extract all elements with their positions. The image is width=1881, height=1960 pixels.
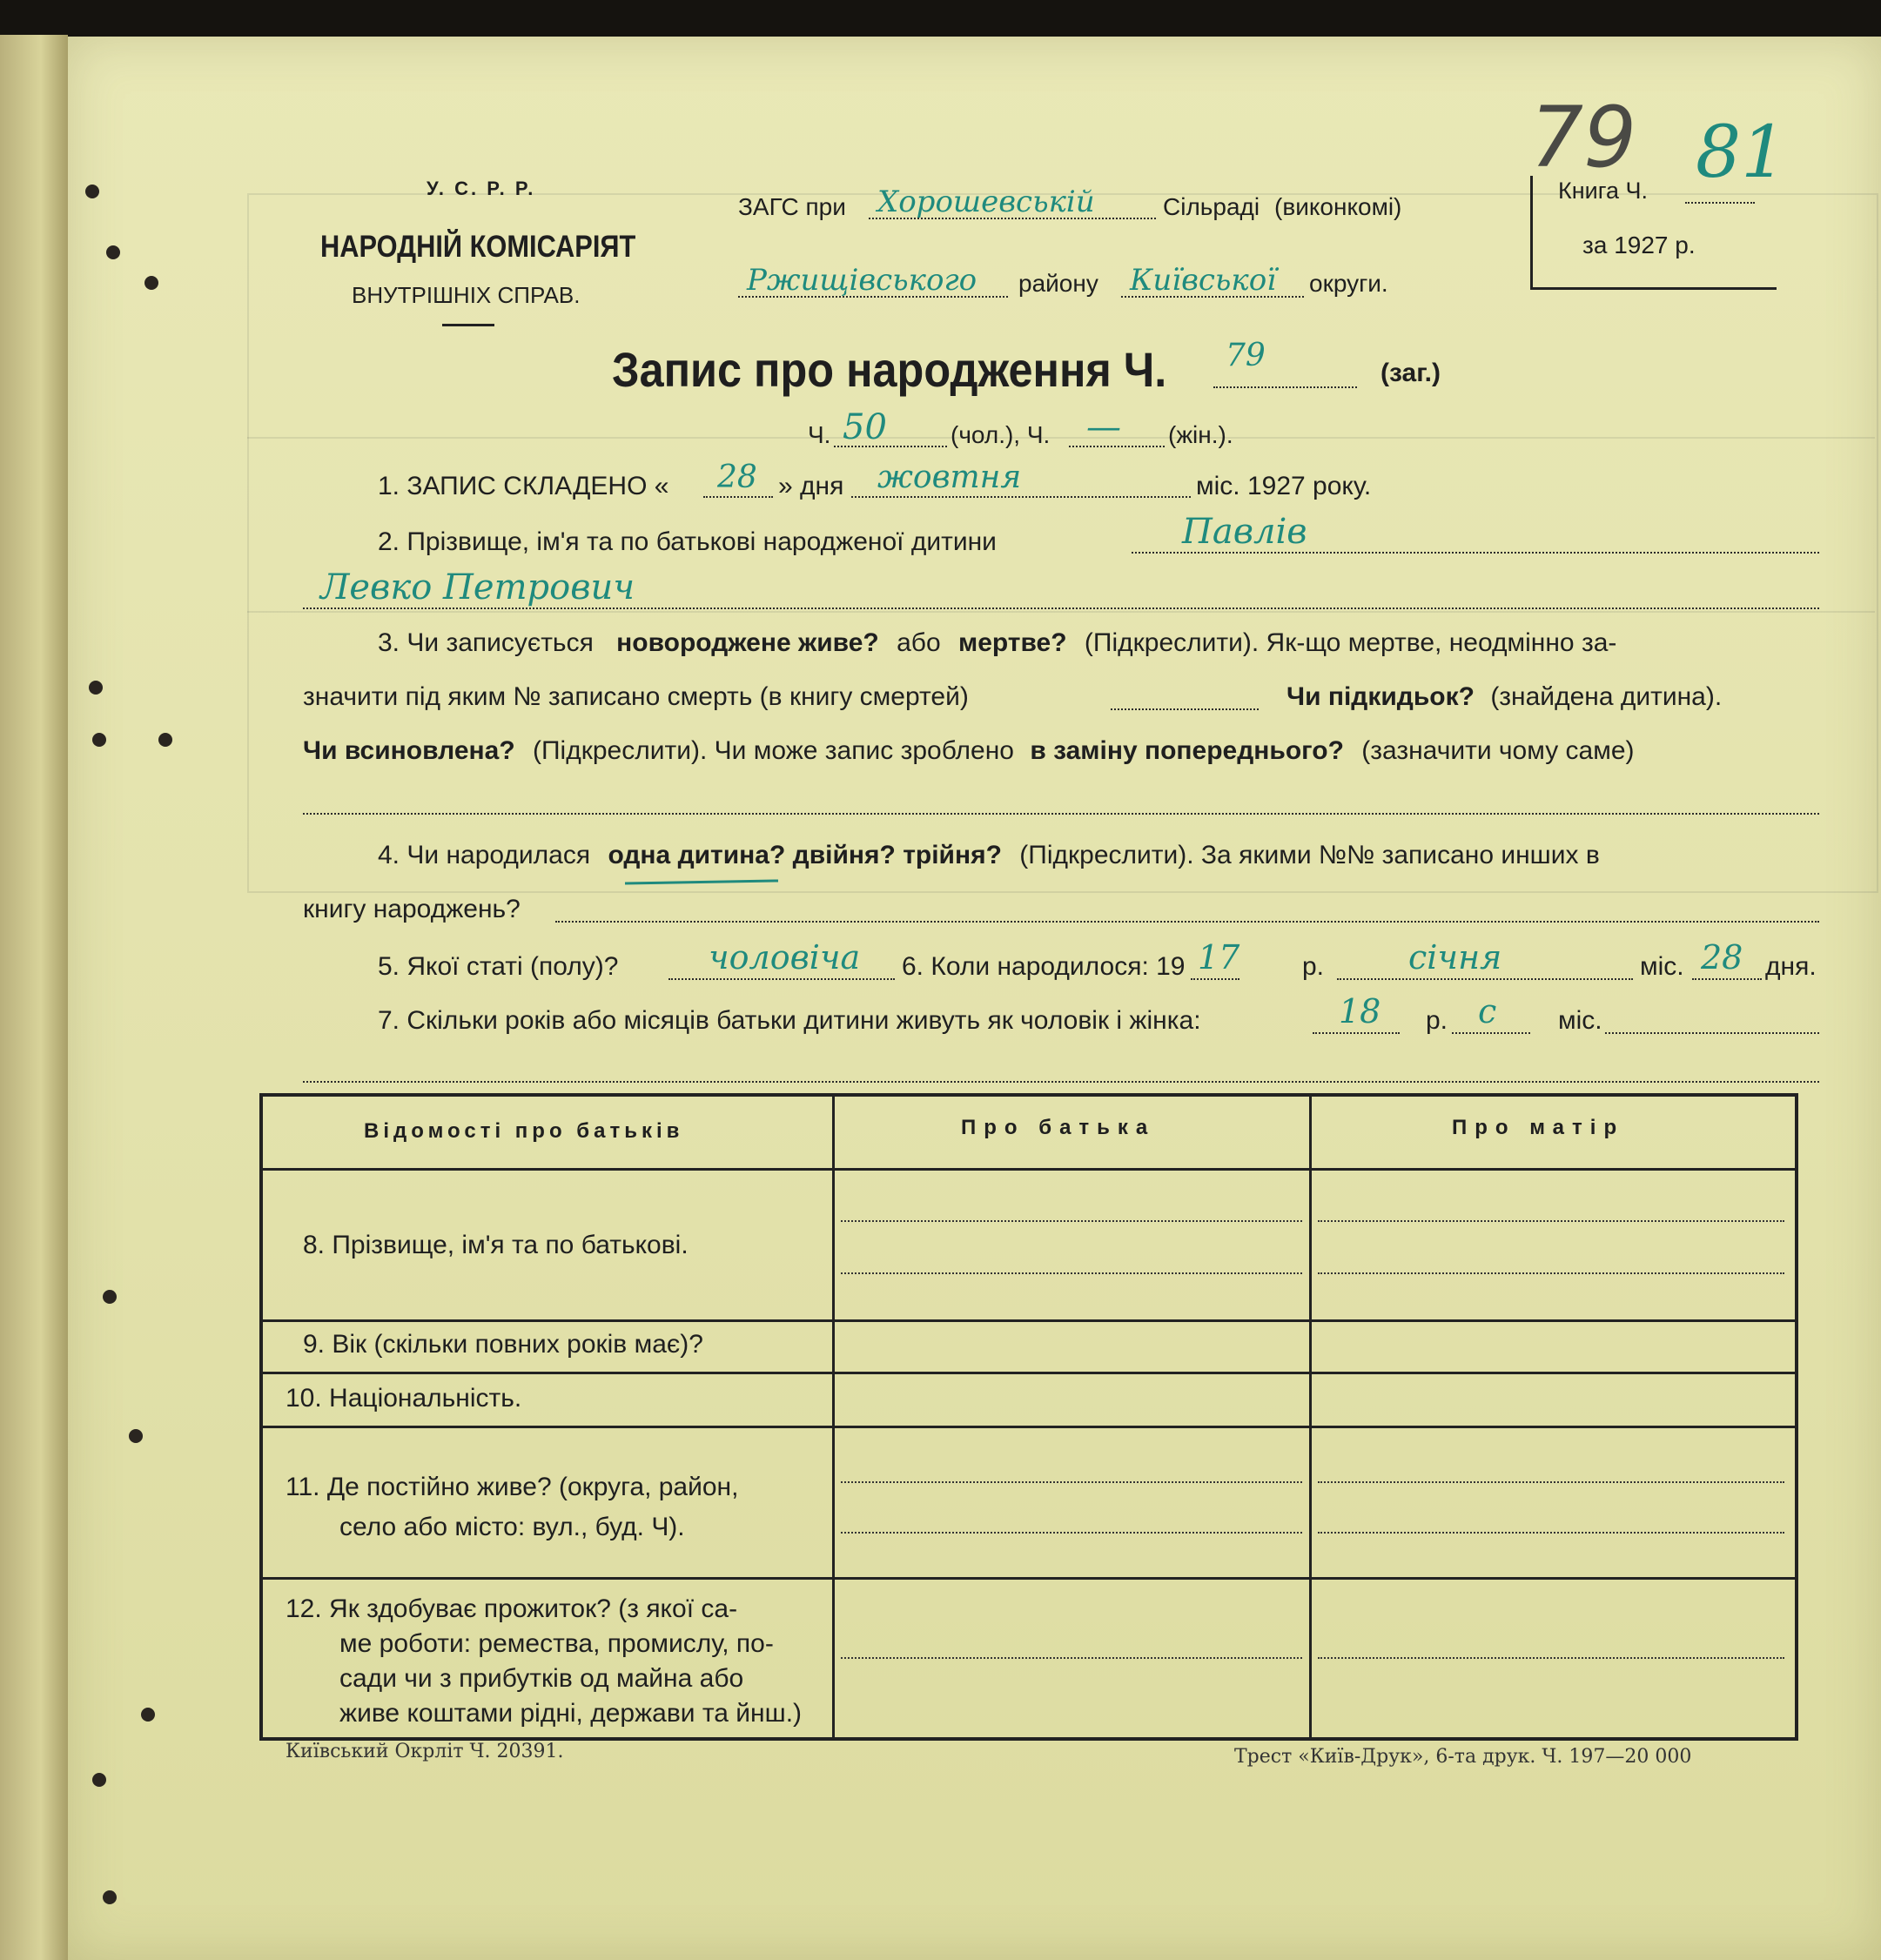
field4-book-line [555,921,1819,923]
table-header-parents: Відомості про батьків [364,1119,684,1143]
punch-hole [158,733,172,747]
field1-month-line [851,496,1191,498]
field3-instructions: (Підкреслити). Як-що мертве, неодмінно за- [1084,628,1617,657]
field3-alive-option[interactable]: новороджене живе? [616,628,879,657]
footer-right: Трест «Київ-Друк», 6-та друк. Ч. 197—20 000 [1234,1746,1692,1768]
female-number-line [1069,446,1165,447]
record-number-line [1213,386,1357,388]
field6-day-line [1692,978,1762,980]
field3-line1 [378,628,1616,658]
row12-label-line3: сади чи з прибутків од майна або [339,1664,744,1693]
field5-label: 5. Якої статі (полу)? [378,952,619,981]
punch-hole [106,245,120,259]
punch-hole [85,185,99,198]
district-label: району [1018,270,1098,297]
field5-handwritten: чоловіча [709,938,861,977]
field5-line [668,978,895,980]
header-divider [442,324,494,326]
field6-day-handwritten: 28 [1701,938,1743,977]
okrug-label: округи. [1309,270,1388,297]
okrug-handwritten: Київської [1130,263,1277,298]
father-fill-line [841,1532,1302,1534]
mother-fill-line [1318,1481,1784,1483]
punch-hole [103,1290,117,1304]
punch-hole [129,1429,143,1443]
male-number-line [834,446,947,447]
row12-label-line4: живе коштами рідні, держави та йнш.) [339,1699,803,1728]
field3-line3 [303,736,1635,766]
book-fill-line [1685,202,1755,204]
field3-found-note: (знайдена дитина). [1490,682,1723,711]
mother-fill-line [1318,1220,1784,1222]
table-col-divider [1309,1093,1312,1737]
table-row-rule [259,1426,1795,1428]
zags-fill-line [869,218,1156,219]
field6-dnia: дня. [1765,952,1817,981]
row8-label: 8. Прізвище, ім'я та по батькові. [303,1231,689,1259]
field4-intro: 4. Чи народилася [378,841,591,869]
field1-mid: » дня [778,472,844,500]
row12-label-line2: ме роботи: ремества, промислу, по- [339,1629,774,1658]
bleed-through-line [247,437,1875,439]
punch-hole [144,276,158,290]
field7-extra-line [303,1081,1819,1083]
male-number-handwritten: 50 [843,407,887,447]
field6-mis: міс. [1640,952,1684,981]
field3-adopted-option[interactable]: Чи всиновлена? [303,736,515,765]
field6-year-handwritten: 17 [1198,938,1240,977]
district-handwritten: Ржищівського [747,263,977,298]
field7-mis: міс. [1558,1006,1602,1035]
table-row-rule [259,1372,1795,1374]
field2-surname-line [1132,552,1819,554]
field3-replace-option[interactable]: в заміну попереднього? [1030,736,1344,765]
field3-replace-intro: (Підкреслити). Чи може запис зроблено [533,736,1014,765]
field4-line1 [378,841,1600,870]
field3-death-ref: значити під яким № записано смерть (в книгу смертей) [303,682,969,711]
field3-line2 [303,682,969,712]
birth-record-form [68,37,1881,1960]
field7-years-line [1313,1032,1400,1034]
zags-pre-label: ЗАГС при [738,193,846,220]
zags-post-label: Сільраді [1163,193,1260,220]
table-header-mother: Про матір [1452,1116,1625,1139]
table-row-rule [259,1319,1795,1322]
female-label: (жін.). [1168,421,1233,448]
field1-month-handwritten: жовтня [877,460,1022,495]
executive-label: (виконкомі) [1274,193,1402,220]
table-header-father: Про батька [961,1116,1156,1139]
row9-label: 9. Вік (скільки повних років має)? [303,1330,703,1359]
father-fill-line [841,1481,1302,1483]
punch-hole [103,1890,117,1904]
field3-death-line [1111,708,1259,710]
row12-label-line1: 12. Як здобуває прожиток? (з якої са- [286,1594,738,1623]
field7-label: 7. Скільки років або місяців батьки дитини живуть як чоловік і жінка: [378,1006,1201,1035]
punch-hole [89,681,103,695]
field7-end-line [1605,1032,1819,1034]
field6-r: р. [1302,952,1325,981]
father-fill-line [841,1272,1302,1274]
row10-label: 10. Національність. [286,1384,522,1413]
field3-foundling-option[interactable]: Чи підкидьок? [1286,682,1475,711]
mother-fill-line [1318,1657,1784,1659]
ussr-label: У. С. Р. Р. [427,178,536,199]
punch-hole [141,1708,155,1722]
field6-year-line [1191,978,1239,980]
punch-hole [92,1773,106,1787]
record-title: Запис про народження Ч. [612,342,1167,397]
field4-instructions: (Підкреслити). За якими №№ записано инших в [1019,841,1600,869]
male-prefix: Ч. [808,421,831,448]
field7-months-line [1452,1032,1530,1034]
field3-line2b [1286,682,1722,712]
field3-intro: 3. Чи записується [378,628,594,657]
field3-extra-line [303,813,1819,815]
book-label: Книга Ч. [1558,178,1648,204]
field7-r: р. [1426,1006,1448,1035]
table-header-rule [259,1168,1795,1171]
field4-options[interactable]: одна дитина? двійня? трійня? [608,841,1002,869]
internal-affairs-label: ВНУТРІШНІХ СПРАВ. [352,282,581,308]
field2-label: 2. Прізвище, ім'я та по батькові народженої дитини [378,527,997,556]
footer-left: Київський Окрліт Ч. 20391. [286,1741,564,1762]
mother-fill-line [1318,1272,1784,1274]
row11-label-line1: 11. Де постійно живе? (округа, район, [286,1473,739,1501]
field2-name-line [303,607,1819,609]
field1-day-line [703,496,773,498]
field1-label: 1. ЗАПИС СКЛАДЕНО « [378,472,669,500]
bleed-through-line [247,611,1875,613]
field2-surname-handwritten: Павлів [1182,512,1307,552]
field1-day-handwritten: 28 [717,460,757,495]
field3-or: або [897,628,941,657]
commissariat-label: НАРОДНІЙ КОМІСАРІЯТ [320,230,636,264]
okrug-fill-line [1121,296,1304,298]
field2-name-handwritten: Левко Петрович [320,567,635,607]
field7-years-handwritten: 18 [1339,992,1381,1030]
field1-end: міс. 1927 року. [1196,472,1372,500]
field6-label: 6. Коли народилося: 19 [902,952,1186,981]
table-col-divider [832,1093,835,1737]
field6-month-line [1337,978,1633,980]
mother-fill-line [1318,1532,1784,1534]
district-fill-line [738,296,1008,298]
female-number-handwritten: — [1086,407,1121,447]
punch-hole [92,733,106,747]
zags-handwritten: Хорошевській [877,185,1095,219]
father-fill-line [841,1657,1302,1659]
left-page-edge [0,35,68,1960]
corner-number-green: 81 [1696,111,1787,194]
record-number-handwritten: 79 [1226,338,1266,373]
row11-label-line2: село або місто: вул., буд. Ч). [339,1513,685,1541]
field6-month-handwritten: січня [1408,938,1502,977]
corner-number-pencil: 79 [1530,89,1637,186]
field4-book-label: книгу народжень? [303,895,521,923]
field7-months-handwritten: с [1478,992,1497,1030]
male-label: (чол.), Ч. [951,421,1051,448]
father-fill-line [841,1220,1302,1222]
record-total-label: (заг.) [1381,359,1441,387]
field3-replace-note: (зазначити чому саме) [1361,736,1635,765]
field3-dead-option[interactable]: мертве? [958,628,1067,657]
table-row-rule [259,1577,1795,1580]
book-year: за 1927 р. [1582,232,1696,258]
